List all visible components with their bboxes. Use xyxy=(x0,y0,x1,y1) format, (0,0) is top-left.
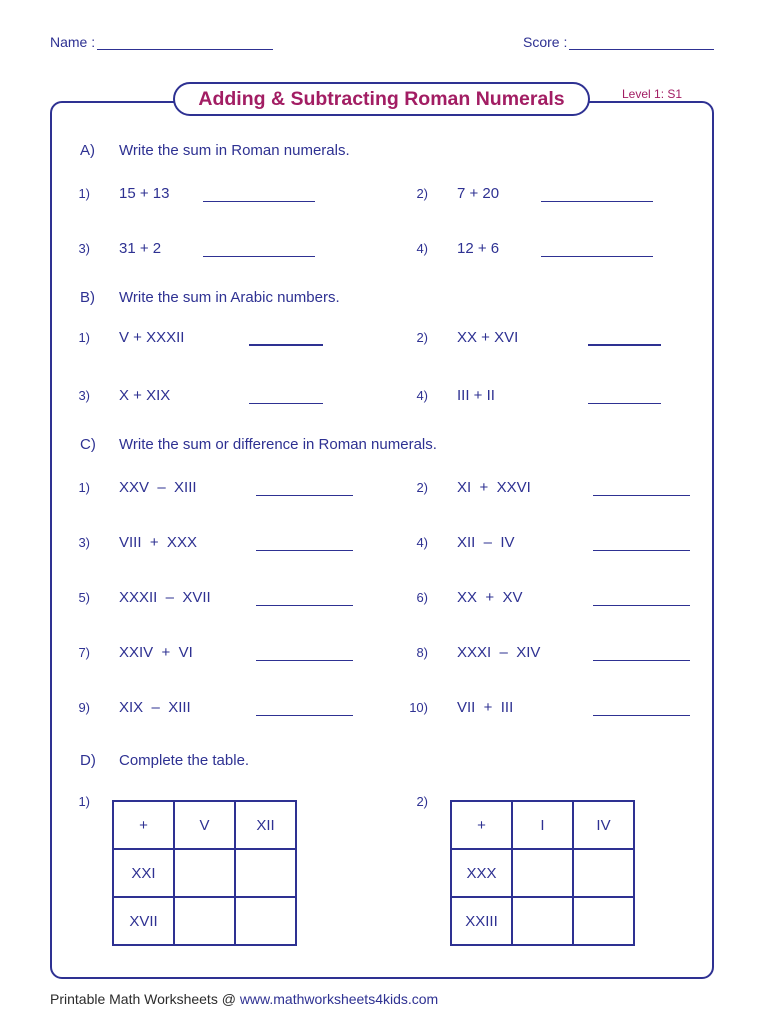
question-number: 2) xyxy=(416,186,428,201)
table-answer-cell[interactable] xyxy=(174,897,235,945)
table-answer-cell[interactable] xyxy=(174,849,235,897)
table-answer-cell[interactable] xyxy=(235,849,296,897)
question-number: 4) xyxy=(416,241,428,256)
table-answer-cell[interactable] xyxy=(512,897,573,945)
table-header-operator: + xyxy=(451,801,512,849)
section-c-instruction: Write the sum or difference in Roman numerals. xyxy=(119,436,437,453)
section-b-instruction: Write the sum in Arabic numbers. xyxy=(119,289,340,306)
answer-line[interactable] xyxy=(593,660,690,661)
table-header-operator: + xyxy=(113,801,174,849)
section-d-letter: D) xyxy=(80,752,96,769)
answer-line[interactable] xyxy=(588,403,661,404)
name-label: Name : xyxy=(50,34,96,50)
question-expression: VIII + XXX xyxy=(119,534,197,551)
question-number: 1) xyxy=(78,480,90,495)
question-number: 2) xyxy=(416,480,428,495)
question-number: 1) xyxy=(78,186,90,201)
table-answer-cell[interactable] xyxy=(573,897,634,945)
answer-line[interactable] xyxy=(588,344,661,346)
answer-line[interactable] xyxy=(593,605,690,606)
addition-table-2 xyxy=(450,800,635,946)
question-number: 9) xyxy=(78,700,90,715)
question-expression: V + XXXII xyxy=(119,329,185,346)
answer-line[interactable] xyxy=(256,495,353,496)
question-expression: XX + XVI xyxy=(457,329,519,346)
question-expression: 7 + 20 xyxy=(457,185,500,202)
answer-line[interactable] xyxy=(593,550,690,551)
table-number: 1) xyxy=(78,794,90,809)
answer-line[interactable] xyxy=(249,403,323,404)
table-header-cell: I xyxy=(512,801,573,849)
section-c-letter: C) xyxy=(80,436,96,453)
question-expression: XXIV + VI xyxy=(119,644,193,661)
question-number: 10) xyxy=(409,700,428,715)
table-row-header: XXX xyxy=(451,849,512,897)
answer-line[interactable] xyxy=(593,715,690,716)
question-number: 3) xyxy=(78,535,90,550)
table-answer-cell[interactable] xyxy=(512,849,573,897)
table-header-cell: V xyxy=(174,801,235,849)
question-expression: XXXI – XIV xyxy=(457,644,541,661)
question-number: 6) xyxy=(416,590,428,605)
question-expression: XX + XV xyxy=(457,589,523,606)
question-number: 3) xyxy=(78,241,90,256)
footer-text: Printable Math Worksheets @ xyxy=(50,991,240,1007)
question-expression: 15 + 13 xyxy=(119,185,170,202)
question-expression: X + XIX xyxy=(119,387,171,404)
question-number: 1) xyxy=(78,330,90,345)
answer-line[interactable] xyxy=(256,605,353,606)
score-label: Score : xyxy=(523,34,568,50)
answer-line[interactable] xyxy=(249,344,323,346)
question-expression: XXV – XIII xyxy=(119,479,197,496)
table-header-cell: XII xyxy=(235,801,296,849)
answer-line[interactable] xyxy=(203,201,315,202)
footer-link[interactable]: www.mathworksheets4kids.com xyxy=(239,991,439,1007)
footer xyxy=(50,991,438,1007)
question-number: 4) xyxy=(416,388,428,403)
question-number: 3) xyxy=(78,388,90,403)
question-expression: 31 + 2 xyxy=(119,240,162,257)
answer-line[interactable] xyxy=(593,495,690,496)
question-expression: VII + III xyxy=(457,699,514,716)
question-expression: 12 + 6 xyxy=(457,240,500,257)
section-a-letter: A) xyxy=(80,142,95,159)
level-label: Level 1: S1 xyxy=(622,87,683,101)
table-row-header: XVII xyxy=(113,897,174,945)
answer-line[interactable] xyxy=(256,660,353,661)
table-row-header: XXI xyxy=(113,849,174,897)
table-number: 2) xyxy=(416,794,428,809)
answer-line[interactable] xyxy=(256,550,353,551)
question-expression: XII – IV xyxy=(457,534,515,551)
name-field-line[interactable] xyxy=(97,49,273,50)
table-answer-cell[interactable] xyxy=(573,849,634,897)
score-field-line[interactable] xyxy=(569,49,714,50)
question-number: 8) xyxy=(416,645,428,660)
answer-line[interactable] xyxy=(256,715,353,716)
question-expression: XI + XXVI xyxy=(457,479,531,496)
question-expression: XIX – XIII xyxy=(119,699,191,716)
question-number: 2) xyxy=(416,330,428,345)
answer-line[interactable] xyxy=(541,256,653,257)
worksheet-title: Adding & Subtracting Roman Numerals xyxy=(173,82,590,116)
table-header-cell: IV xyxy=(573,801,634,849)
table-answer-cell[interactable] xyxy=(235,897,296,945)
question-number: 5) xyxy=(78,590,90,605)
section-d-instruction: Complete the table. xyxy=(119,752,250,769)
answer-line[interactable] xyxy=(541,201,653,202)
question-number: 4) xyxy=(416,535,428,550)
question-number: 7) xyxy=(78,645,90,660)
table-row-header: XXIII xyxy=(451,897,512,945)
section-a-instruction: Write the sum in Roman numerals. xyxy=(119,142,350,159)
question-expression: XXXII – XVII xyxy=(119,589,211,606)
answer-line[interactable] xyxy=(203,256,315,257)
question-expression: III + II xyxy=(457,387,495,404)
section-b-letter: B) xyxy=(80,289,95,306)
addition-table-1 xyxy=(112,800,297,946)
